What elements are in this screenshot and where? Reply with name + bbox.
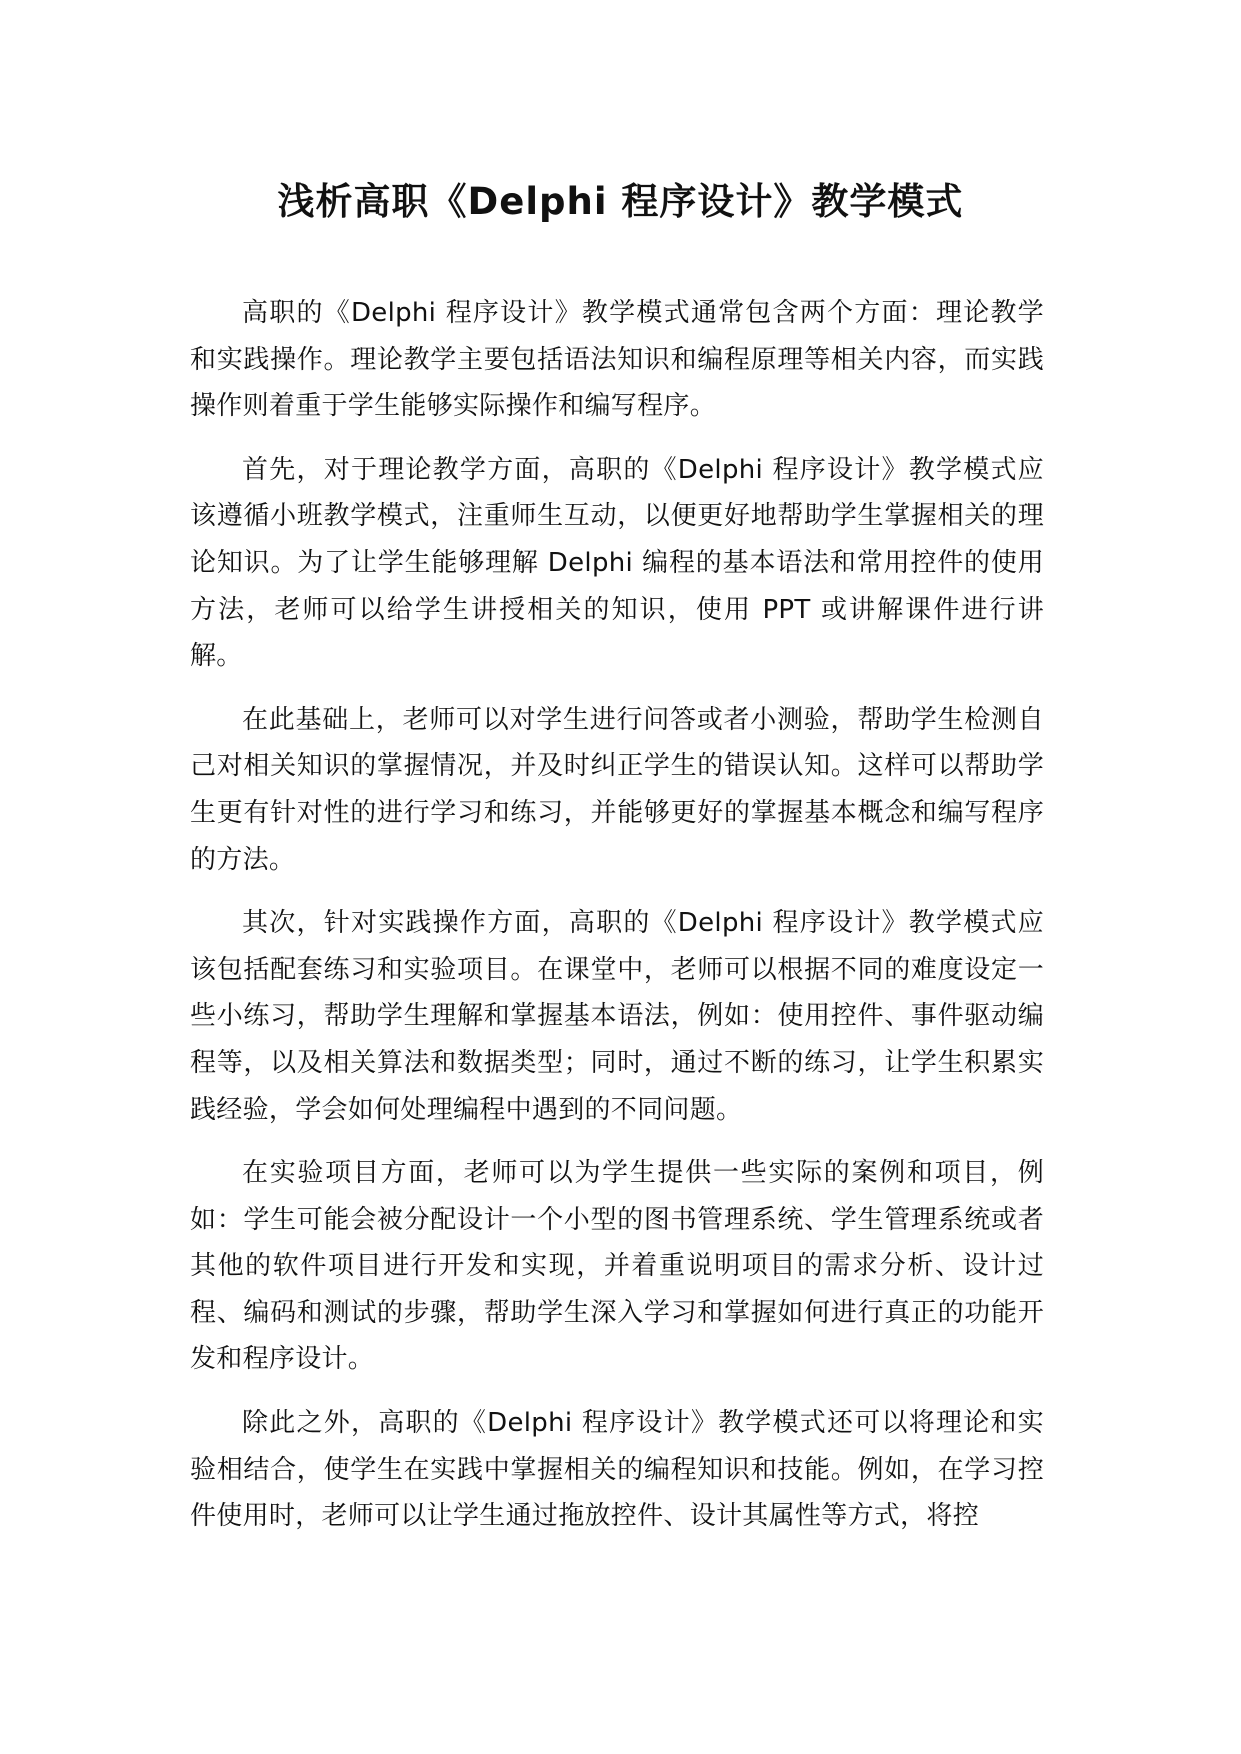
document-body: [190, 290, 1044, 1557]
paragraph-5: 在实验项目方面，老师可以为学生提供一些实际的案例和项目，例如：学生可能会被分配设计一个小型的图书管理系统、学生管理系统或者其他的软件项目进行开发和实现，并着重说明项目的需求分析、设计过程、编码和测试的步骤，帮助学生深入学习和掌握如何进行真正的功能开发和程序设计。: [190, 1158, 1044, 1375]
document-title: 浅析高职《Delphi 程序设计》教学模式: [277, 180, 964, 223]
paragraph-6: 除此之外，高职的《Delphi 程序设计》教学模式还可以将理论和实验相结合，使学生在实践中掌握相关的编程知识和技能。例如，在学习控件使用时，老师可以让学生通过拖放控件、设计其属性等方式，将控: [190, 1408, 1044, 1532]
paragraph-4: 其次，针对实践操作方面，高职的《Delphi 程序设计》教学模式应该包括配套练习和实验项目。在课堂中，老师可以根据不同的难度设定一些小练习，帮助学生理解和掌握基本语法，例如：使用控件、事件驱动编程等，以及相关算法和数据类型；同时，通过不断的练习，让学生积累实践经验，学会如何处理编程中遇到的不同问题。: [190, 908, 1044, 1125]
paragraph-1: 高职的《Delphi 程序设计》教学模式通常包含两个方面：理论教学和实践操作。理论教学主要包括语法知识和编程原理等相关内容，而实践操作则着重于学生能够实际操作和编写程序。: [190, 298, 1044, 422]
paragraph-2: 首先，对于理论教学方面，高职的《Delphi 程序设计》教学模式应该遵循小班教学模式，注重师生互动，以便更好地帮助学生掌握相关的理论知识。为了让学生能够理解 Delphi 编程的基本语法和常用控件的使用方法，老师可以给学生讲授相关的知识，使用 PPT 或讲解课件进行讲解。: [190, 454, 1044, 672]
paragraph-3: 在此基础上，老师可以对学生进行问答或者小测验，帮助学生检测自己对相关知识的掌握情况，并及时纠正学生的错误认知。这样可以帮助学生更有针对性的进行学习和练习，并能够更好的掌握基本概念和编写程序的方法。: [190, 704, 1044, 875]
